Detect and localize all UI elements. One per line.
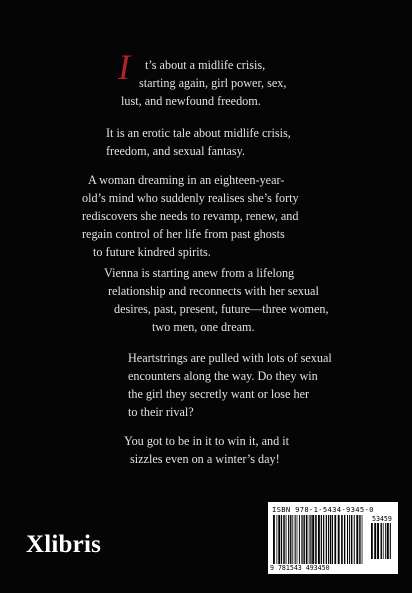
- barcode-bar: [385, 523, 386, 559]
- barcode-bar: [290, 515, 291, 564]
- barcode-bar: [371, 523, 373, 559]
- blurb-line: to future kindred spirits.: [93, 245, 211, 259]
- addon-barcode-bars: [370, 523, 394, 559]
- barcode-bar: [328, 515, 329, 564]
- barcode-bar: [377, 523, 379, 559]
- barcode-bar: [312, 515, 314, 564]
- ean-digits: 9 781543 493450: [270, 564, 330, 572]
- barcode-bar: [330, 515, 332, 564]
- barcode-bar: [310, 515, 311, 564]
- barcode-bar: [299, 515, 300, 564]
- barcode-bar: [321, 515, 322, 564]
- barcode-bar: [281, 515, 282, 564]
- blurb-line: lust, and newfound freedom.: [121, 94, 261, 108]
- blurb-line: Heartstrings are pulled with lots of sexual: [128, 351, 332, 365]
- barcode-bar: [334, 515, 336, 564]
- isbn-label: ISBN 978-1-5434-9345-0: [272, 505, 374, 514]
- barcode-bar: [383, 523, 384, 559]
- blurb-line: old’s mind who suddenly realises she’s forty: [82, 191, 299, 205]
- blurb-line: A woman dreaming in an eighteen-year-: [88, 173, 285, 187]
- barcode-bar: [359, 515, 360, 564]
- blurb-line: rediscovers she needs to revamp, renew, and: [82, 209, 299, 223]
- blurb-paragraph-1: [121, 56, 287, 110]
- blurb-line: It is an erotic tale about midlife crisis,: [106, 126, 291, 140]
- barcode-bar: [341, 515, 343, 564]
- barcode-bar: [288, 515, 289, 564]
- blurb-paragraph-5: [128, 349, 332, 421]
- isbn-barcode: [268, 502, 398, 574]
- blurb-line: starting again, girl power, sex,: [139, 76, 287, 90]
- barcode-bar: [344, 515, 345, 564]
- blurb-line: desires, past, present, future—three women,: [114, 302, 329, 316]
- blurb-paragraph-4: [104, 264, 329, 336]
- barcode-bar: [315, 515, 317, 564]
- barcode-bar: [332, 515, 333, 564]
- blurb-paragraph-3: [82, 171, 299, 261]
- barcode-bar: [362, 515, 363, 564]
- barcode-bar: [309, 515, 310, 564]
- barcode-bar: [354, 515, 355, 564]
- barcode-bar: [283, 515, 285, 564]
- blurb-line: the girl they secretly want or lose her: [128, 387, 310, 401]
- barcode-bar: [323, 515, 324, 564]
- blurb-line: t’s about a midlife crisis,: [145, 58, 266, 72]
- blurb-line: two men, one dream.: [152, 320, 255, 334]
- barcode-bar: [292, 515, 293, 564]
- blurb-line: You got to be in it to win it, and it: [124, 434, 289, 448]
- barcode-bar: [306, 515, 308, 564]
- barcode-bar: [318, 515, 320, 564]
- barcode-bar: [286, 515, 287, 564]
- barcode-bar: [374, 523, 376, 559]
- barcode-bar: [295, 515, 296, 564]
- barcode-bar: [381, 523, 382, 559]
- barcode-bar: [276, 515, 277, 564]
- blurb-paragraph-6: [124, 432, 289, 468]
- barcode-bar: [390, 523, 391, 559]
- barcode-bar: [349, 515, 350, 564]
- blurb-line: encounters along the way. Do they win: [128, 369, 318, 383]
- barcode-bar: [301, 515, 302, 564]
- barcode-bar: [297, 515, 298, 564]
- blurb-line: regain control of her life from past ghosts: [82, 227, 285, 241]
- blurb-line: to their rival?: [128, 405, 194, 419]
- barcode-bar: [351, 515, 353, 564]
- barcode-bar: [387, 523, 389, 559]
- blurb-line: sizzles even on a winter’s day!: [130, 452, 280, 466]
- publisher-logo: Xlibris: [26, 531, 102, 558]
- ean-barcode-bars: [272, 515, 366, 564]
- barcode-bar: [356, 515, 358, 564]
- blurb-line: Vienna is starting anew from a lifelong: [104, 266, 295, 280]
- drop-cap-letter: I: [118, 47, 130, 87]
- barcode-bar: [278, 515, 280, 564]
- blurb-line: freedom, and sexual fantasy.: [106, 144, 245, 158]
- blurb-line: relationship and reconnects with her sexual: [108, 284, 319, 298]
- barcode-bar: [273, 515, 275, 564]
- barcode-bar: [347, 515, 348, 564]
- blurb-paragraph-2: [106, 124, 291, 160]
- barcode-bar: [326, 515, 327, 564]
- barcode-bar: [338, 515, 340, 564]
- addon-digits: 53459: [372, 515, 392, 523]
- barcode-bar: [303, 515, 304, 564]
